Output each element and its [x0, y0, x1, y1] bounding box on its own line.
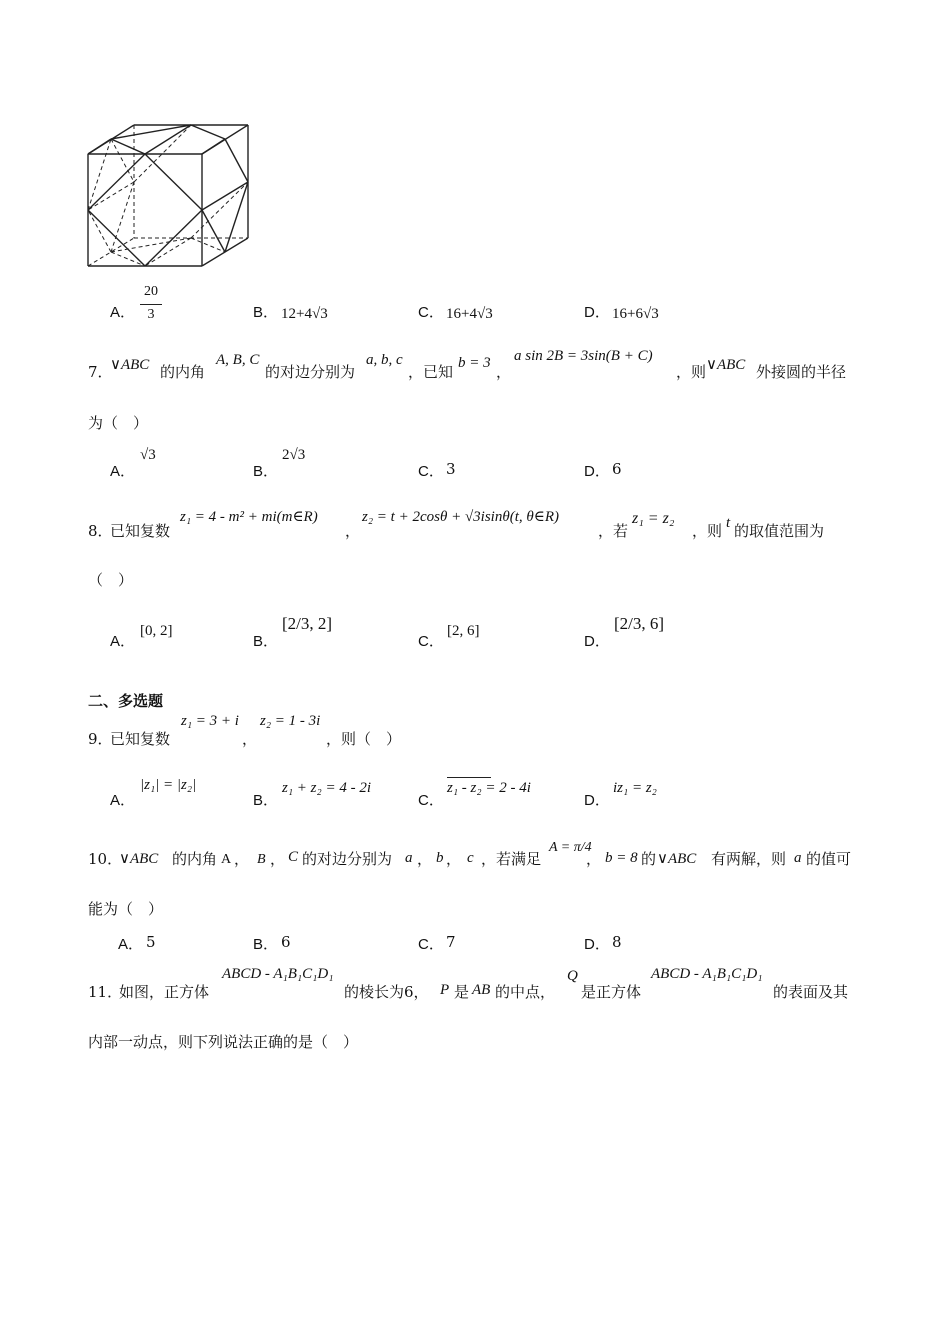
fraction-bar	[140, 304, 162, 305]
section-heading: 二、多选题	[88, 692, 164, 710]
q9-option-c-letter[interactable]: C．	[418, 792, 444, 809]
question-number: 10．	[88, 850, 123, 868]
q10-text: 的值可	[806, 850, 852, 868]
q6-option-c-letter[interactable]: C．	[418, 304, 444, 321]
triangle-abc: ∨ABC	[110, 357, 150, 373]
q10-text: ，	[270, 850, 286, 868]
q9-option-d-letter[interactable]: D．	[584, 792, 610, 809]
q10-option-c-value: 7	[446, 933, 456, 951]
q8-text: ，则	[692, 522, 723, 540]
q11-text: 内部一动点，则下列说法正确的是（ ）	[88, 1033, 359, 1051]
q9-text: ，	[242, 730, 258, 748]
q10-text: 的内角	[172, 850, 218, 868]
q11-math: AB	[472, 982, 491, 998]
q8-option-b-value: [2/3, 2]	[282, 614, 333, 633]
q11-math: P	[440, 982, 450, 998]
question-number: 11．	[88, 983, 123, 1001]
triangle-abc: ∨ABC	[119, 851, 159, 867]
q9-math: z₁ = 3 + i	[181, 713, 239, 729]
q10-math: C	[288, 849, 299, 865]
q10-math: b	[436, 850, 444, 866]
q10-text: 有两解，则	[711, 850, 787, 868]
q10-text: 的对边分别为	[302, 850, 393, 868]
q8-math: z₁ = 4 - m² + mi(m∈R)	[180, 509, 318, 525]
conjugate-bar	[447, 777, 491, 778]
q7-text: 的内角	[160, 363, 206, 381]
question-number: 9．	[88, 730, 113, 748]
q9-option-a-value: |z₁| = |z₂|	[140, 777, 197, 793]
q7-text: ，已知	[408, 363, 454, 381]
q7-option-d-value: 6	[612, 460, 622, 478]
q9-option-c-value: z₁ - z₂ = 2 - 4i	[447, 780, 531, 796]
q8-text: 的取值范围为	[734, 522, 825, 540]
q8-option-a-value: [0, 2]	[140, 623, 173, 639]
triangle-abc: ∨ABC	[706, 357, 746, 373]
q11-text: 的中点，	[495, 983, 556, 1001]
q11-text: 的表面及其	[773, 983, 849, 1001]
q10-option-d-letter[interactable]: D．	[584, 936, 610, 953]
q8-math: z₁ = z₂	[632, 510, 675, 527]
q9-option-d-value: iz₁ = z₂	[613, 780, 657, 796]
q10-option-d-value: 8	[612, 933, 622, 951]
q7-math: a sin 2B = 3sin(B + C)	[514, 348, 653, 364]
q10-text: ，	[417, 850, 433, 868]
q8-math: t	[726, 515, 731, 531]
q10-math: a	[405, 850, 413, 866]
q6-option-b-value: 12+4√3	[281, 306, 328, 322]
question-number: 7．	[88, 363, 113, 381]
q11-text: 是	[454, 983, 470, 1001]
q10-option-b-letter[interactable]: B．	[253, 936, 279, 953]
q10-text: ，	[446, 850, 462, 868]
q7-math: A, B, C	[216, 352, 260, 368]
q7-option-c-letter[interactable]: C．	[418, 463, 444, 480]
q6-option-a-denominator: 3	[147, 307, 155, 322]
q8-math: z₂ = t + 2cosθ + √3isinθ(t, θ∈R)	[362, 509, 560, 525]
q7-option-b-letter[interactable]: B．	[253, 463, 279, 480]
q7-math: b = 3	[458, 355, 491, 371]
q7-option-b-value: 2√3	[282, 447, 306, 463]
q7-option-c-value: 3	[446, 460, 456, 478]
q7-text: ，	[496, 363, 512, 381]
q6-option-d-value: 16+6√3	[612, 306, 659, 322]
q10-text: 能为（ ）	[88, 900, 164, 918]
q9-text: 已知复数	[110, 730, 171, 748]
q7-option-a-letter[interactable]: A．	[110, 463, 136, 480]
q10-math: b = 8	[605, 850, 638, 866]
q9-text: ，则（ ）	[326, 730, 402, 748]
q9-option-a-letter[interactable]: A．	[110, 792, 136, 809]
q6-option-c-value: 16+4√3	[446, 306, 493, 322]
q8-option-a-letter[interactable]: A．	[110, 633, 136, 650]
q10-option-a-value: 5	[146, 933, 156, 951]
q8-option-d-value: [2/3, 6]	[614, 614, 665, 633]
q7-option-a-value: √3	[140, 447, 156, 463]
q11-math: ABCD - A₁B₁C₁D₁	[222, 966, 334, 982]
q10-math: a	[794, 850, 802, 866]
q7-text: 的对边分别为	[265, 363, 356, 381]
q10-math: A = π/4	[549, 840, 592, 855]
q7-text: 外接圆的半径	[756, 363, 847, 381]
q7-text: ，则	[676, 363, 707, 381]
q10-option-b-value: 6	[281, 933, 291, 951]
q10-option-a-letter[interactable]: A．	[118, 936, 144, 953]
q10-math: B	[257, 852, 266, 867]
q9-math: z₂ = 1 - 3i	[260, 713, 321, 729]
q8-text: 已知复数	[110, 522, 171, 540]
q10-math: A	[221, 852, 232, 867]
q8-option-c-value: [2, 6]	[447, 623, 480, 639]
q11-text: 是正方体	[581, 983, 642, 1001]
q11-text: 的棱长为6，	[344, 983, 429, 1001]
question-number: 8．	[88, 522, 113, 540]
q8-text: ，	[345, 522, 361, 540]
q6-option-a-letter[interactable]: A．	[110, 304, 136, 321]
q7-math: a, b, c	[366, 352, 403, 368]
q10-math: c	[467, 850, 474, 866]
q11-text: 如图，正方体	[119, 983, 210, 1001]
cube-figure	[84, 120, 254, 272]
q7-text: 为（ ）	[88, 414, 149, 432]
q10-text: ，	[234, 850, 250, 868]
q10-text: ，若满足	[481, 850, 542, 868]
q6-option-d-letter[interactable]: D．	[584, 304, 610, 321]
q6-option-b-letter[interactable]: B．	[253, 304, 279, 321]
q8-option-c-letter[interactable]: C．	[418, 633, 444, 650]
triangle-abc: ∨ABC	[657, 851, 697, 867]
q9-option-b-value: z₁ + z₂ = 4 - 2i	[282, 780, 372, 796]
q9-option-b-letter[interactable]: B．	[253, 792, 279, 809]
q11-math: Q	[567, 968, 578, 984]
q10-text: ，	[586, 850, 602, 868]
q8-text: （ ）	[88, 571, 134, 589]
q8-option-b-letter[interactable]: B．	[253, 633, 279, 650]
q8-option-d-letter[interactable]: D．	[584, 633, 610, 650]
q8-text: ，若	[598, 522, 629, 540]
q11-math: ABCD - A₁B₁C₁D₁	[651, 966, 763, 982]
q10-option-c-letter[interactable]: C．	[418, 936, 444, 953]
q6-option-a-numerator: 20	[144, 284, 158, 299]
q10-text: 的	[641, 850, 657, 868]
q7-option-d-letter[interactable]: D．	[584, 463, 610, 480]
